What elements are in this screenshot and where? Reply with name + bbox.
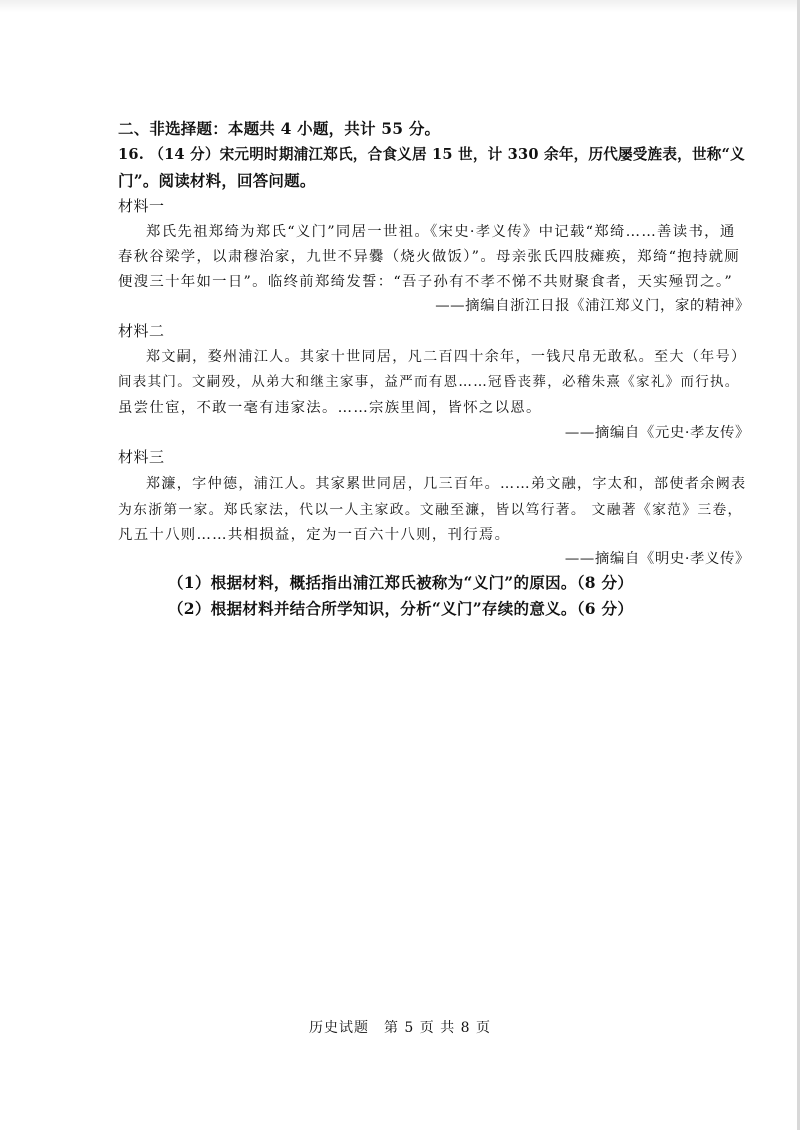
question-stem-line-1: 16. （14 分）宋元明时期浦江郑氏，合食义居 15 世，计 330 余年，历代屡受旌表，世称“义 [118,146,745,163]
material-3-label: 材料三 [118,448,165,466]
question-stem-line-2: 门”。阅读材料，回答问题。 [118,171,316,190]
material-3-line-3: 凡五十八则……共相损益，定为一百六十八则，刊行焉。 [118,527,511,543]
material-2-line-1: 郑文嗣，婺州浦江人。其家十世同居，凡二百四十余年，一钱尺帛无敢私。至大（年号） [146,349,747,365]
sub-question-1: （1）根据材料，概括指出浦江郑氏被称为“义门”的原因。（8 分） [168,573,634,592]
material-3-source: ——摘编自《明史·孝义传》 [564,551,750,567]
scan-edge-top [0,0,800,12]
material-1-line-1: 郑氏先祖郑绮为郑氏“义门”同居一世祖。《宋史·孝义传》中记载“郑绮……善读书，通 [146,224,736,240]
material-1-source: ——摘编自浙江日报《浦江郑义门，家的精神》 [435,298,750,314]
material-1-line-3: 便溲三十年如一日”。临终前郑绮发誓：“吾子孙有不孝不悌不共财聚食者，天实殛罚之。” [118,274,734,290]
section-title: 二、非选择题：本题共 4 小题，共计 55 分。 [118,119,441,138]
material-3-line-1: 郑濂，字仲德，浦江人。其家累世同居，几三百年。……弟文融，字太和，部使者余阙表 [146,476,747,492]
material-3-line-2: 为东浙第一家。郑氏家法，代以一人主家政。文融至濂，皆以笃行著。 文融著《家范》三卷， [118,502,743,518]
material-1-line-2: 春秋谷梁学，以肃穆治家，九世不异爨（烧火做饭）”。母亲张氏四肢瘫痪，郑绮“抱持就厕 [118,249,741,265]
sub-question-2: （2）根据材料并结合所学知识，分析“义门”存续的意义。（6 分） [168,599,634,618]
material-2-source: ——摘编自《元史·孝友传》 [564,425,750,441]
material-2-label: 材料二 [118,322,165,340]
page-footer: 历史试题 第 5 页 共 8 页 [308,1020,492,1036]
material-1-label: 材料一 [118,197,165,215]
material-2-line-2: 间表其门。文嗣殁，从弟大和继主家事，益严而有恩……冠昏丧葬，必稽朱熹《家礼》而行执。 [118,374,740,390]
material-2-line-3: 虽尝仕宦，不敢一毫有违家法。……宗族里闾，皆怀之以恩。 [118,400,542,416]
